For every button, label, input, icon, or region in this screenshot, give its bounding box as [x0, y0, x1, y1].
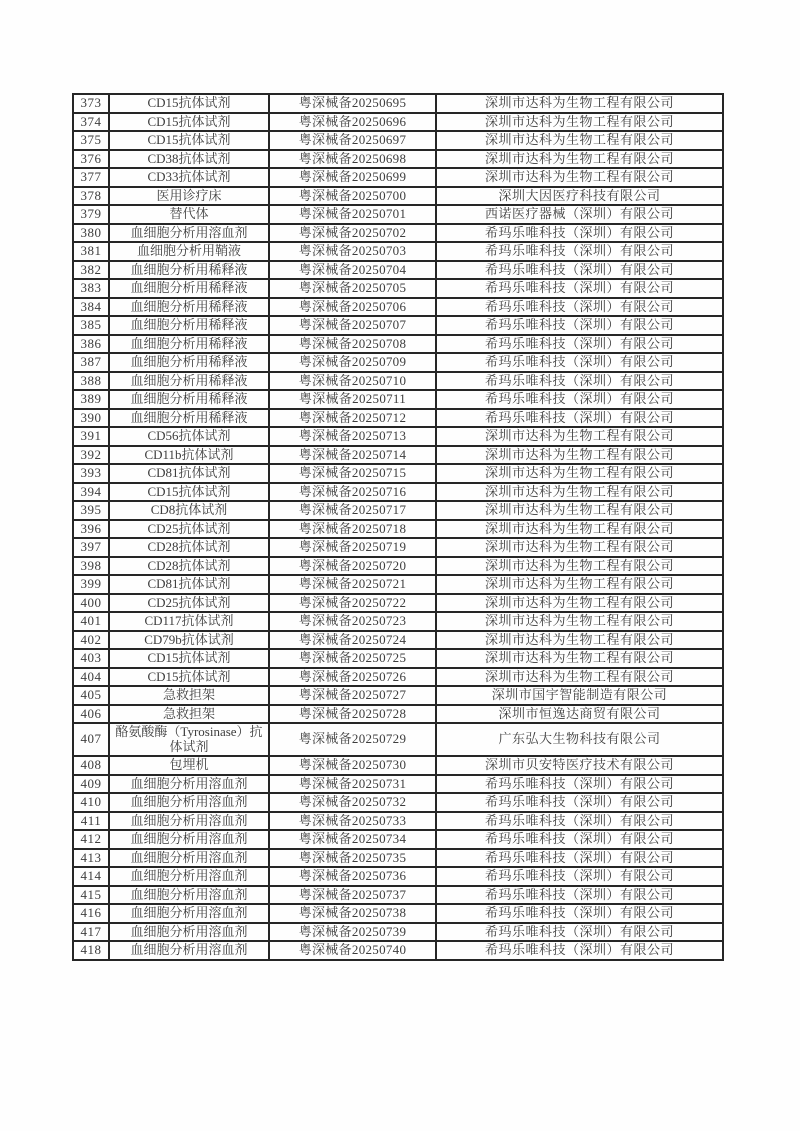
device-name: 替代体 [109, 205, 269, 224]
device-name: CD38抗体试剂 [109, 150, 269, 169]
table-row [73, 538, 723, 557]
registration-number: 粤深械备20250724 [269, 631, 436, 650]
registration-number: 粤深械备20250704 [269, 261, 436, 280]
registration-number: 粤深械备20250695 [269, 94, 436, 113]
company-name: 希玛乐唯科技（深圳）有限公司 [436, 867, 723, 886]
device-name: CD56抗体试剂 [109, 427, 269, 446]
company-name: 深圳市恒逸达商贸有限公司 [436, 705, 723, 724]
row-index: 405 [73, 686, 109, 705]
table-row [73, 775, 723, 794]
row-index: 396 [73, 520, 109, 539]
device-name: 血细胞分析用鞘液 [109, 242, 269, 261]
device-name: CD33抗体试剂 [109, 168, 269, 187]
table-row [73, 113, 723, 132]
table-row [73, 242, 723, 261]
registration-number: 粤深械备20250737 [269, 886, 436, 905]
company-name: 希玛乐唯科技（深圳）有限公司 [436, 904, 723, 923]
registration-number: 粤深械备20250699 [269, 168, 436, 187]
row-index: 409 [73, 775, 109, 794]
row-index: 399 [73, 575, 109, 594]
device-name: CD28抗体试剂 [109, 538, 269, 557]
row-index: 401 [73, 612, 109, 631]
device-name: 包埋机 [109, 756, 269, 775]
company-name: 希玛乐唯科技（深圳）有限公司 [436, 886, 723, 905]
device-name: CD117抗体试剂 [109, 612, 269, 631]
company-name: 深圳市达科为生物工程有限公司 [436, 612, 723, 631]
row-index: 394 [73, 483, 109, 502]
row-index: 414 [73, 867, 109, 886]
table-row [73, 335, 723, 354]
registration-number: 粤深械备20250700 [269, 187, 436, 206]
device-name: 血细胞分析用稀释液 [109, 353, 269, 372]
table-row [73, 353, 723, 372]
table-row [73, 261, 723, 280]
row-index: 403 [73, 649, 109, 668]
row-index: 374 [73, 113, 109, 132]
device-name: 酪氨酸酶（Tyrosinase）抗体试剂 [109, 723, 269, 756]
company-name: 希玛乐唯科技（深圳）有限公司 [436, 849, 723, 868]
row-index: 407 [73, 723, 109, 756]
company-name: 深圳市达科为生物工程有限公司 [436, 94, 723, 113]
registration-number: 粤深械备20250726 [269, 668, 436, 687]
table-row [73, 168, 723, 187]
table-row [73, 904, 723, 923]
registration-number: 粤深械备20250719 [269, 538, 436, 557]
row-index: 389 [73, 390, 109, 409]
registration-number: 粤深械备20250725 [269, 649, 436, 668]
device-name: CD28抗体试剂 [109, 557, 269, 576]
registration-number: 粤深械备20250711 [269, 390, 436, 409]
table-row [73, 205, 723, 224]
row-index: 404 [73, 668, 109, 687]
registration-number: 粤深械备20250696 [269, 113, 436, 132]
row-index: 392 [73, 446, 109, 465]
company-name: 希玛乐唯科技（深圳）有限公司 [436, 793, 723, 812]
registration-number: 粤深械备20250740 [269, 941, 436, 960]
table-row [73, 723, 723, 756]
row-index: 397 [73, 538, 109, 557]
company-name: 深圳市达科为生物工程有限公司 [436, 427, 723, 446]
registration-number: 粤深械备20250722 [269, 594, 436, 613]
company-name: 希玛乐唯科技（深圳）有限公司 [436, 261, 723, 280]
table-row [73, 812, 723, 831]
row-index: 381 [73, 242, 109, 261]
company-name: 希玛乐唯科技（深圳）有限公司 [436, 335, 723, 354]
row-index: 415 [73, 886, 109, 905]
table-row [73, 298, 723, 317]
table-row [73, 279, 723, 298]
company-name: 深圳市达科为生物工程有限公司 [436, 557, 723, 576]
table-row [73, 464, 723, 483]
company-name: 深圳市达科为生物工程有限公司 [436, 168, 723, 187]
device-name: 血细胞分析用溶血剂 [109, 849, 269, 868]
company-name: 深圳市达科为生物工程有限公司 [436, 520, 723, 539]
company-name: 深圳市达科为生物工程有限公司 [436, 575, 723, 594]
table-row [73, 372, 723, 391]
device-name: CD15抗体试剂 [109, 649, 269, 668]
registration-number: 粤深械备20250708 [269, 335, 436, 354]
table-row [73, 631, 723, 650]
company-name: 深圳市达科为生物工程有限公司 [436, 631, 723, 650]
company-name: 希玛乐唯科技（深圳）有限公司 [436, 298, 723, 317]
table-row [73, 94, 723, 113]
row-index: 383 [73, 279, 109, 298]
company-name: 深圳市国宇智能制造有限公司 [436, 686, 723, 705]
company-name: 深圳市达科为生物工程有限公司 [436, 464, 723, 483]
company-name: 希玛乐唯科技（深圳）有限公司 [436, 775, 723, 794]
row-index: 384 [73, 298, 109, 317]
company-name: 深圳市贝安特医疗技术有限公司 [436, 756, 723, 775]
table-row [73, 575, 723, 594]
registration-number: 粤深械备20250717 [269, 501, 436, 520]
device-table-body [73, 94, 723, 960]
row-index: 413 [73, 849, 109, 868]
registration-number: 粤深械备20250714 [269, 446, 436, 465]
company-name: 广东弘大生物科技有限公司 [436, 723, 723, 756]
table-row [73, 390, 723, 409]
table-row [73, 941, 723, 960]
registration-number: 粤深械备20250734 [269, 830, 436, 849]
device-name: 血细胞分析用溶血剂 [109, 775, 269, 794]
table-row [73, 923, 723, 942]
row-index: 398 [73, 557, 109, 576]
table-row [73, 686, 723, 705]
company-name: 深圳市达科为生物工程有限公司 [436, 538, 723, 557]
row-index: 385 [73, 316, 109, 335]
row-index: 375 [73, 131, 109, 150]
table-row [73, 705, 723, 724]
device-name: 血细胞分析用稀释液 [109, 279, 269, 298]
device-name: 血细胞分析用溶血剂 [109, 941, 269, 960]
device-name: 血细胞分析用溶血剂 [109, 812, 269, 831]
device-name: CD79b抗体试剂 [109, 631, 269, 650]
device-name: 血细胞分析用溶血剂 [109, 793, 269, 812]
company-name: 希玛乐唯科技（深圳）有限公司 [436, 409, 723, 428]
registration-number: 粤深械备20250712 [269, 409, 436, 428]
device-name: 急救担架 [109, 705, 269, 724]
row-index: 411 [73, 812, 109, 831]
company-name: 希玛乐唯科技（深圳）有限公司 [436, 242, 723, 261]
registration-number: 粤深械备20250710 [269, 372, 436, 391]
device-name: 血细胞分析用稀释液 [109, 372, 269, 391]
registration-number: 粤深械备20250713 [269, 427, 436, 446]
row-index: 402 [73, 631, 109, 650]
table-row [73, 756, 723, 775]
table-row [73, 557, 723, 576]
table-row [73, 612, 723, 631]
row-index: 379 [73, 205, 109, 224]
device-registration-table [72, 93, 724, 961]
device-name: 血细胞分析用稀释液 [109, 409, 269, 428]
row-index: 408 [73, 756, 109, 775]
device-name: 医用诊疗床 [109, 187, 269, 206]
device-name: 血细胞分析用稀释液 [109, 316, 269, 335]
row-index: 412 [73, 830, 109, 849]
table-row [73, 830, 723, 849]
registration-number: 粤深械备20250697 [269, 131, 436, 150]
company-name: 深圳市达科为生物工程有限公司 [436, 483, 723, 502]
company-name: 深圳市达科为生物工程有限公司 [436, 594, 723, 613]
registration-number: 粤深械备20250715 [269, 464, 436, 483]
registration-number: 粤深械备20250736 [269, 867, 436, 886]
device-name: CD15抗体试剂 [109, 113, 269, 132]
row-index: 395 [73, 501, 109, 520]
table-row [73, 849, 723, 868]
company-name: 深圳市达科为生物工程有限公司 [436, 668, 723, 687]
registration-number: 粤深械备20250723 [269, 612, 436, 631]
registration-number: 粤深械备20250735 [269, 849, 436, 868]
table-row [73, 427, 723, 446]
registration-number: 粤深械备20250739 [269, 923, 436, 942]
device-name: CD11b抗体试剂 [109, 446, 269, 465]
company-name: 希玛乐唯科技（深圳）有限公司 [436, 941, 723, 960]
table-row [73, 668, 723, 687]
registration-number: 粤深械备20250698 [269, 150, 436, 169]
table-row [73, 224, 723, 243]
registration-number: 粤深械备20250721 [269, 575, 436, 594]
registration-number: 粤深械备20250718 [269, 520, 436, 539]
registration-number: 粤深械备20250706 [269, 298, 436, 317]
row-index: 382 [73, 261, 109, 280]
row-index: 418 [73, 941, 109, 960]
device-name: 血细胞分析用溶血剂 [109, 923, 269, 942]
table-row [73, 793, 723, 812]
registration-number: 粤深械备20250716 [269, 483, 436, 502]
company-name: 深圳市达科为生物工程有限公司 [436, 113, 723, 132]
row-index: 376 [73, 150, 109, 169]
registration-number: 粤深械备20250731 [269, 775, 436, 794]
row-index: 406 [73, 705, 109, 724]
registration-number: 粤深械备20250709 [269, 353, 436, 372]
row-index: 387 [73, 353, 109, 372]
company-name: 深圳市达科为生物工程有限公司 [436, 150, 723, 169]
device-name: CD15抗体试剂 [109, 668, 269, 687]
device-name: 血细胞分析用溶血剂 [109, 830, 269, 849]
device-name: 血细胞分析用稀释液 [109, 390, 269, 409]
company-name: 深圳市达科为生物工程有限公司 [436, 649, 723, 668]
company-name: 希玛乐唯科技（深圳）有限公司 [436, 316, 723, 335]
registration-number: 粤深械备20250738 [269, 904, 436, 923]
device-name: CD81抗体试剂 [109, 464, 269, 483]
device-name: 血细胞分析用溶血剂 [109, 867, 269, 886]
table-row [73, 409, 723, 428]
row-index: 386 [73, 335, 109, 354]
row-index: 380 [73, 224, 109, 243]
device-name: 血细胞分析用稀释液 [109, 298, 269, 317]
device-name: CD15抗体试剂 [109, 94, 269, 113]
company-name: 希玛乐唯科技（深圳）有限公司 [436, 224, 723, 243]
device-name: 血细胞分析用稀释液 [109, 335, 269, 354]
registration-number: 粤深械备20250720 [269, 557, 436, 576]
company-name: 希玛乐唯科技（深圳）有限公司 [436, 923, 723, 942]
device-name: 血细胞分析用溶血剂 [109, 886, 269, 905]
row-index: 416 [73, 904, 109, 923]
registration-number: 粤深械备20250729 [269, 723, 436, 756]
table-row [73, 446, 723, 465]
row-index: 410 [73, 793, 109, 812]
table-row [73, 867, 723, 886]
device-name: 血细胞分析用稀释液 [109, 261, 269, 280]
company-name: 深圳市达科为生物工程有限公司 [436, 131, 723, 150]
device-name: 血细胞分析用溶血剂 [109, 904, 269, 923]
row-index: 400 [73, 594, 109, 613]
device-name: CD81抗体试剂 [109, 575, 269, 594]
device-name: CD25抗体试剂 [109, 520, 269, 539]
registration-number: 粤深械备20250703 [269, 242, 436, 261]
table-row [73, 649, 723, 668]
company-name: 希玛乐唯科技（深圳）有限公司 [436, 830, 723, 849]
row-index: 378 [73, 187, 109, 206]
registration-number: 粤深械备20250707 [269, 316, 436, 335]
company-name: 希玛乐唯科技（深圳）有限公司 [436, 390, 723, 409]
device-name: CD25抗体试剂 [109, 594, 269, 613]
table-row [73, 483, 723, 502]
registration-number: 粤深械备20250701 [269, 205, 436, 224]
registration-number: 粤深械备20250705 [269, 279, 436, 298]
company-name: 希玛乐唯科技（深圳）有限公司 [436, 372, 723, 391]
device-name: 急救担架 [109, 686, 269, 705]
registration-number: 粤深械备20250702 [269, 224, 436, 243]
row-index: 393 [73, 464, 109, 483]
table-row [73, 520, 723, 539]
device-name: 血细胞分析用溶血剂 [109, 224, 269, 243]
company-name: 深圳市达科为生物工程有限公司 [436, 501, 723, 520]
table-row [73, 886, 723, 905]
registration-number: 粤深械备20250733 [269, 812, 436, 831]
row-index: 417 [73, 923, 109, 942]
company-name: 西诺医疗器械（深圳）有限公司 [436, 205, 723, 224]
table-row [73, 150, 723, 169]
device-name: CD8抗体试剂 [109, 501, 269, 520]
registration-number: 粤深械备20250728 [269, 705, 436, 724]
table-row [73, 501, 723, 520]
company-name: 希玛乐唯科技（深圳）有限公司 [436, 279, 723, 298]
row-index: 390 [73, 409, 109, 428]
row-index: 391 [73, 427, 109, 446]
registration-number: 粤深械备20250727 [269, 686, 436, 705]
table-row [73, 131, 723, 150]
registration-number: 粤深械备20250732 [269, 793, 436, 812]
row-index: 377 [73, 168, 109, 187]
company-name: 深圳市达科为生物工程有限公司 [436, 446, 723, 465]
company-name: 希玛乐唯科技（深圳）有限公司 [436, 812, 723, 831]
registration-number: 粤深械备20250730 [269, 756, 436, 775]
row-index: 388 [73, 372, 109, 391]
device-name: CD15抗体试剂 [109, 131, 269, 150]
table-row [73, 316, 723, 335]
device-name: CD15抗体试剂 [109, 483, 269, 502]
table-row [73, 594, 723, 613]
company-name: 希玛乐唯科技（深圳）有限公司 [436, 353, 723, 372]
row-index: 373 [73, 94, 109, 113]
company-name: 深圳大因医疗科技有限公司 [436, 187, 723, 206]
table-row [73, 187, 723, 206]
